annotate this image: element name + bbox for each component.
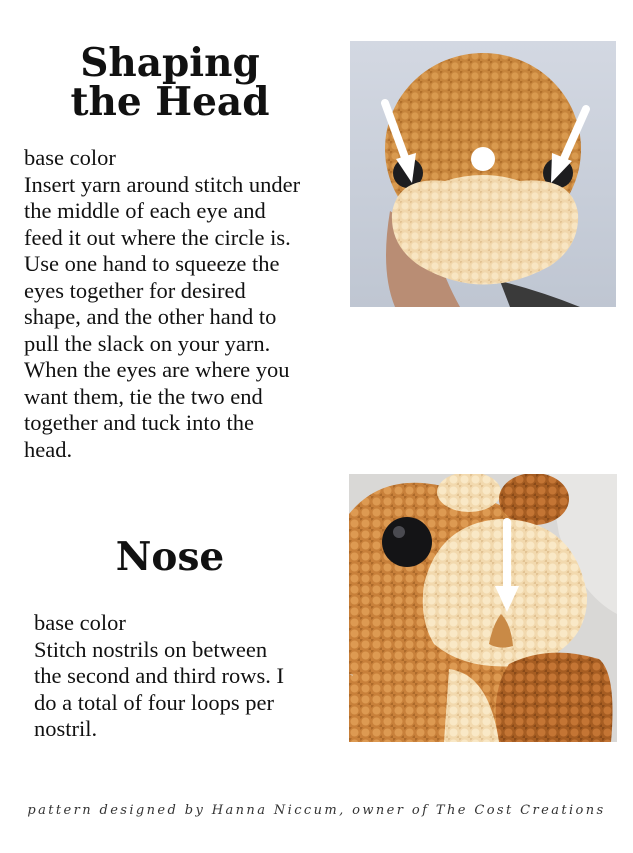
footer-credit: pattern designed by Hanna Niccum, owner of The Cost Creations	[27, 803, 606, 818]
head-shaping-illustration	[350, 41, 616, 307]
section-instructions-shaping-head	[24, 145, 344, 463]
instruction-line: Use one hand to squeeze the	[24, 251, 280, 276]
instruction-line: Insert yarn around stitch under	[24, 171, 301, 197]
section-instructions-nose	[34, 610, 334, 743]
nose-photo	[349, 474, 617, 742]
heading-line: Shaping	[80, 40, 260, 86]
instruction-line: the middle of each eye and	[24, 198, 266, 223]
head-shaping-photo	[350, 41, 616, 307]
instruction-line: nostril.	[34, 716, 98, 741]
instruction-line: want them, tie the two end	[24, 383, 263, 409]
instruction-line: shape, and the other hand to	[24, 304, 277, 329]
instruction-line: feed it out where the circle is.	[24, 224, 291, 250]
instruction-line: base color	[34, 610, 126, 635]
instruction-line: eyes together for desired	[24, 277, 246, 303]
instruction-line: head.	[24, 436, 73, 462]
instruction-line: When the eyes are where you	[24, 357, 290, 382]
instruction-line: Stitch nostrils on between	[34, 636, 268, 662]
section-heading-nose: Nose	[115, 534, 225, 580]
section-heading-shaping-head	[40, 40, 300, 125]
instruction-line: the second and third rows. I	[34, 663, 284, 688]
instruction-line: pull the slack on your yarn.	[24, 330, 271, 356]
heading-line: the Head	[70, 79, 270, 125]
instruction-line: do a total of four loops per	[34, 689, 274, 715]
instruction-line: together and tuck into the	[24, 410, 254, 435]
instruction-line: base color	[24, 145, 116, 170]
nose-illustration	[349, 474, 617, 742]
